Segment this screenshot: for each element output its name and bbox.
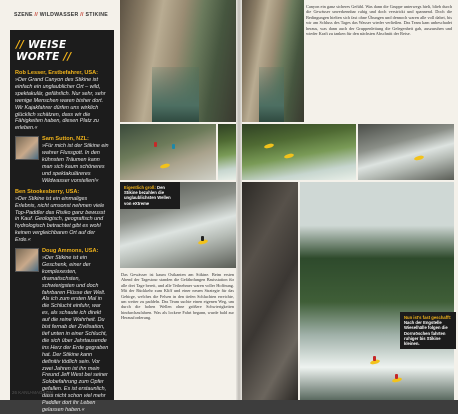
photo-caption: [400, 312, 456, 349]
quote-item: [10, 70, 114, 132]
quote-author: Doug Ammons, USA:: [42, 248, 99, 255]
sidebar-title: // WEISE WORTE //: [10, 30, 114, 66]
quote-author: Rob Lesser, Erstbefahrer, USA:: [15, 70, 99, 76]
page-footer: [12, 390, 53, 395]
river-photo-left: [218, 124, 236, 180]
canyon-photo: [120, 0, 236, 122]
paragraph: Canyon ein ganz sicheres Gefühl. Was dann die Gruppe unterwegs hielt, blieb durch die Gewässer unverkennbar ruhig und doch verstrickt und spannend. Doch die Bedingungen hielten sich fast ohne Übungen und dennoch waren alle voll dabei, bis wir am Schluss des Tages das Wasser wieder verließen. Das Team kam unbeschadet heraus, was dann auch der Gruppenleitung die Gelegenheit gab, auszuruhen und wieder Kraft zu tanken für den nächsten Abschnitt der Reise.: [306, 4, 452, 37]
quote-text: »Der Grand Canyon des Stikine ist einfach ein unglaublicher Ort – wild, spektakulär, gefährlich. Nur sehr, sehr wenige Menschen waren bisher dort. Wir Kajakfahrer dürfen uns wirklich glücklich schätzen, dass wir die Fähigkeiten haben, diesen Platz zu erleben.«: [15, 77, 106, 132]
magazine-name: KANU-MAGAZIN: [18, 390, 53, 395]
body-text-right: [306, 4, 452, 122]
forest-river-photo: [300, 182, 454, 400]
caption-lead: Nun ist's fast geschafft:: [404, 315, 452, 320]
header-separator: //: [34, 12, 39, 18]
paddlers-photo: [120, 124, 216, 180]
canyon-photo-right: [242, 0, 304, 122]
author-photo: [15, 248, 39, 272]
header-separator: //: [80, 12, 84, 18]
caption-lead: Eigentlich groß:: [124, 185, 156, 190]
page-number: 26: [12, 390, 18, 395]
river-photo: [242, 124, 356, 180]
subsection-label: WILDWASSER: [39, 12, 79, 18]
section-label: SZENE: [14, 12, 33, 18]
paragraph: Das Gewässer ist kaum Ostkanten am Stikine. Beim ersten Abend der Tagestour standen die Gefährdungen Basisstation für alle drei Tage bereit, und alle Teilnehmer waren voller Hoffnung. Mit der Rückkehr zum Kliff und einer neuen Strategie für das Gebirge, welches die Felsen in den tiefen Schluchten erreichte, um weiter zu paddeln. Das Team suchte einen eigenen Weg, um durch die hohen Wellen ohne größere Schwierigkeiten hindurchzufahren. Was als lockere Fahrt begann, wurde bald zur Herausforderung.: [121, 272, 234, 321]
caption-body: Den Stikine bezahlen die unglaublichsten Wellen von eXtreme: [124, 185, 171, 206]
body-text-left: [121, 272, 234, 394]
section-header: [14, 12, 108, 18]
author-photo: [15, 136, 39, 160]
quote-text: »Der Stikine ist ein Geschenk, einer der komplexesten, dramatischsten, schwierigsten und doch fahrbaren Flüsse der Welt. Als ich zum ersten Mal in die Schlucht einfuhr, war es, als schaute ich direkt auf die reine Wahrheit. Du bist fernab der Zivilisation, tief unten in einer Schlucht, die sich über Jahrtausende ins Herz der Erde gegraben hat. Der Stikine kann definitiv tödlich sein. Vor zwei Jahren ist ihn mein Freund Jeff West bei seiner Solobefahrung zum Opfer gefallen. Es ist erstaunlich, dass nicht schon viel mehr Paddler dort ihr Leben gelassen haben.«: [42, 255, 109, 413]
caption-body: Nach der Engstelle Wieselhälle folgen die Dornröschen fahrten ruhiger bis Stikine kleinen.: [404, 320, 448, 347]
gorge-photo: [242, 182, 298, 400]
topic-label: STIKINE: [85, 12, 109, 18]
quote-item: [10, 248, 114, 414]
quote-text: »Für mich ist der Stikine ein wahrer Flussgott. In den kühnsten Träumen kann man sich kaum schöneres und spektakuläreres Wildwasser vorstellen!«: [42, 143, 109, 184]
quote-item: [10, 136, 114, 184]
photo-caption: [120, 182, 180, 209]
quote-item: [10, 189, 114, 244]
quote-author: Sam Sutton, NZL:: [42, 136, 89, 143]
rapids-photo-right: [358, 124, 454, 180]
quotes-sidebar: [10, 30, 114, 413]
quote-author: Ben Stookesberry, USA:: [15, 188, 80, 195]
quote-text: »Der Stikine ist ein einmaliges Erlebnis, nicht umsonst nehmen viele Top-Paddler das Risiko ganz bewusst in Kauf. Geologisch, geografisch und hydrologisch betrachtet gibt es wohl keinen vergleichbaren Ort auf der Erde.«: [15, 195, 105, 244]
